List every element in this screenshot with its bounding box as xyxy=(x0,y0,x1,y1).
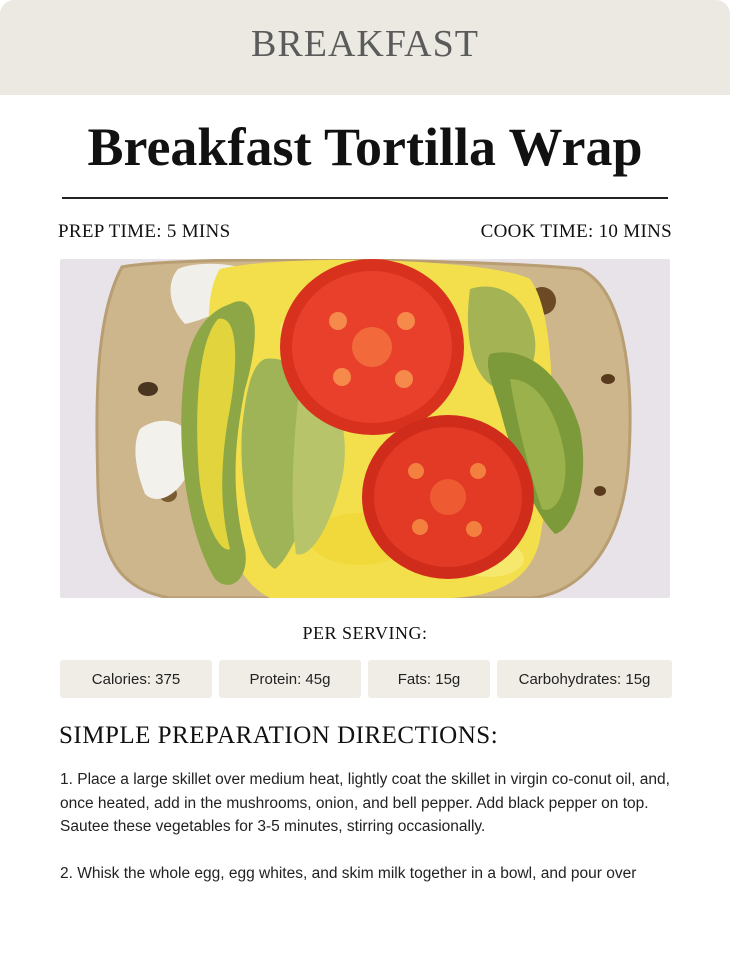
title-divider xyxy=(62,197,668,199)
nutrition-row xyxy=(60,660,672,698)
prep-time: PREP TIME: 5 MINS xyxy=(58,221,231,242)
calories-chip: Calories: 375 xyxy=(60,660,212,698)
directions-heading: SIMPLE PREPARATION DIRECTIONS: xyxy=(59,722,499,749)
cook-time: COOK TIME: 10 MINS xyxy=(480,221,672,242)
recipe-photo xyxy=(60,259,670,598)
fats-chip: Fats: 15g xyxy=(368,660,490,698)
recipe-title: Breakfast Tortilla Wrap xyxy=(87,117,643,177)
category-header xyxy=(0,0,730,95)
direction-step-2: 2. Whisk the whole egg, egg whites, and skim milk together in a bowl, and pour over xyxy=(60,864,637,882)
time-row xyxy=(58,221,672,243)
protein-chip: Protein: 45g xyxy=(219,660,361,698)
direction-step-1: 1. Place a large skillet over medium heat, lightly coat the skillet in virgin co-conut oil, and, once heated, add in the mushrooms, onion, and bell pepper. Add black pepper on top. Sautee these vegetables for 3-5 minutes, stirring occasionally. xyxy=(60,771,670,835)
carbohydrates-chip: Carbohydrates: 15g xyxy=(497,660,672,698)
per-serving-label: PER SERVING: xyxy=(302,623,428,643)
category-label: BREAKFAST xyxy=(251,22,479,65)
